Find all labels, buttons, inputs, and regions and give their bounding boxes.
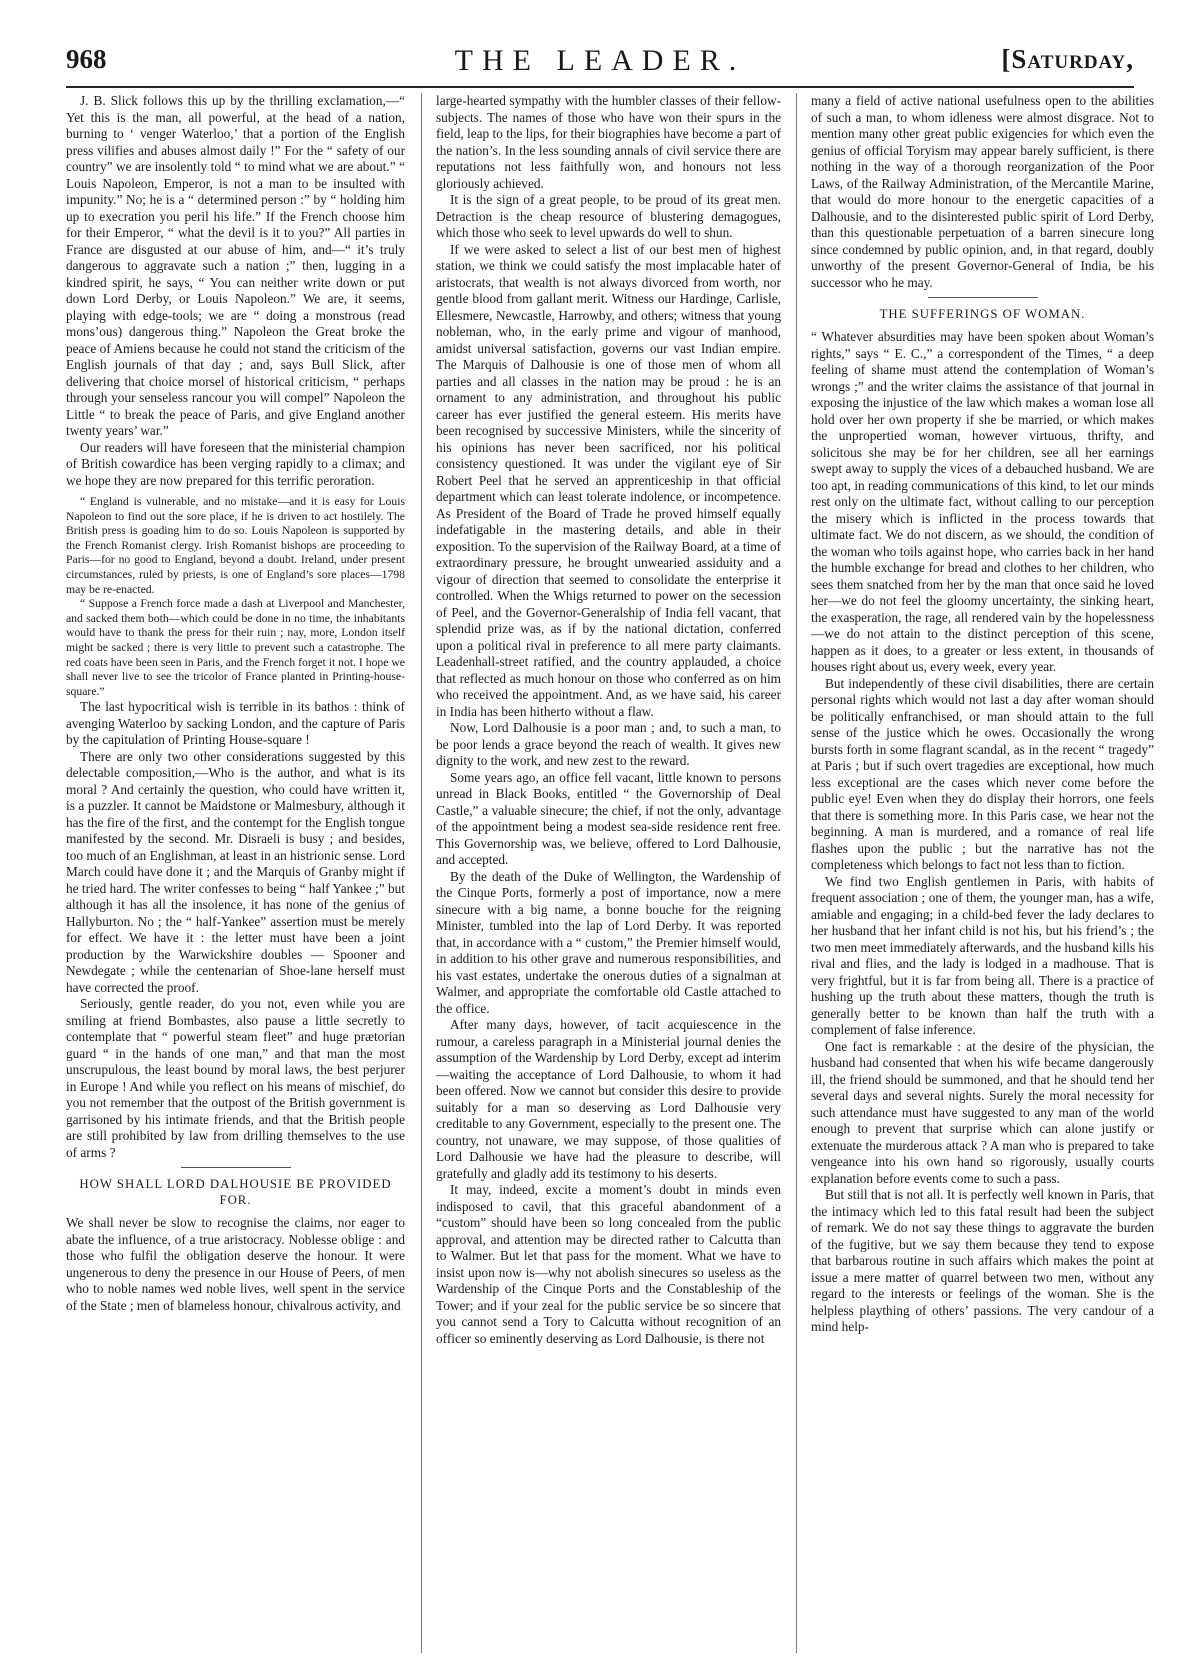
paragraph: Some years ago, an office fell vacant, little known to persons unread in Black Books, entitled “ the Governorship of Deal Castle,” a valuable sinecure; the chief, if not the only, advantage of the appointment being a modest sea-side residence rent free. This Governorship was, we believe, offered to Lord Dalhousie, and accepted. xyxy=(436,769,781,867)
paragraph: It is the sign of a great people, to be proud of its great men. Detraction is the cheap resource of blustering demagogues, which those who seek to level upwards do well to shun. xyxy=(436,192,781,240)
paragraph: But still that is not all. It is perfectly well known in Paris, that the intimacy which led to this fatal result had been the subject of remark. We do not say these things to aggravate the burden of the fugitive, but we say them because they tend to expose that barbarous routine in such affairs which makes the point at issue a mere matter of quarrel between two men, without any regard to the interests or feelings of the woman. She is the helpless plaything of others’ passions. The very candour of a mind help- xyxy=(811,1187,1154,1334)
paragraph: We find two English gentlemen in Paris, with habits of frequent association ; one of them, the younger man, has a wife, amiable and engaging; in a child-bed fever the lady declares to her husband that her infant child is not his, but his friend’s ; the two men meet immediately afterwards, and the husband kills his rival and flies, and the lady is lodged in a madhouse. That is very frightful, but it is far from being all. There is a practice of hushing up the truth about these matters, though the truth is generally better to be known than half the truth with a complement of false inference. xyxy=(811,873,1154,1037)
page-number: 968 xyxy=(66,44,107,74)
paragraph: The last hypocritical wish is terrible in its bathos : think of avenging Waterloo by sacking London, and the capture of Paris by the capitulation of Printing House-square ! xyxy=(66,699,405,748)
paragraph: But independently of these civil disabilities, there are certain personal rights which would not last a day after woman should be politically enfranchised, or man should attain to the full sense of the justice which he owes. Occasionally the wrong bursts forth in some flagrant scandal, as in the recent “ tragedy” at Paris ; but if such overt tragedies are exceptional, how much less exceptional are the cases which never come before the public eye! Even when they do display their horrors, one feels that there is something more. In this Paris case, we hear not the beginning. A man is murdered, and a romance of real life flashes upon the public ; but the narrative has not the completeness which belongs to fact not less than to fiction. xyxy=(811,675,1154,872)
paragraph: If we were asked to select a list of our best men of highest station, we think we could satisfy the most implacable hater of aristocrats, that wealth is not always divorced from worth, nor gentle blood from gallant merit. Witness our Hardinge, Carlisle, Ellesmere, Newcastle, Harrowby, and others; witness that young nobleman, who, in the early prime and vigour of manhood, amidst universal satisfaction, governs our vast Indian empire. The Marquis of Dalhousie is one of those men of whom all parties and all classes in the nation may be proud : he is an ornament to any administration, and throughout his public career has ever justified the general esteem. His merits have been recognised by successive Ministers, while the sincerity of his opinions has never been sacrificed, nor his political consistency questioned. It was under the vigilant eye of Sir Robert Peel that he served an apprenticeship in that official department which can least tolerate indolence, or incompetence. As President of the Board of Trade he proved himself equally indefatigable in the mastering details, and able in their exposition. To the supervision of the Railway Board, at a time of extraordinary pressure, he brought unwearied assiduity and a vigour of direction that seemed to consolidate the enterprise it controlled. When the Whigs returned to power on the secession of Peel, and the Governor-Generalship of India fell vacant, that splendid prize was, as if by the national dictation, conferred upon a political rival in preference to all mere party claimants. Leadenhall-street ratified, and the country applauded, a choice that reflected as much honour on those who conferred as on him who received the appointment. And, as we have said, his career in India has been hitherto without a flaw. xyxy=(436,241,781,719)
column-3 xyxy=(811,93,1154,1655)
paragraph: One fact is remarkable : at the desire of the physician, the husband had consented that when his wife became dangerously ill, the friend should be summoned, and that he should tend her several days and several nights. Surely the moral necessity for such attendance must have suggested to any man of the world enough to prevent that surprise which can alone justify or extenuate the murderous attack ? A man who is prepared to take vengeance into his own hand so rigorously, usually courts explanation before events come to such a pass. xyxy=(811,1038,1154,1186)
newspaper-title: THE LEADER. xyxy=(454,44,746,77)
paragraph: J. B. Slick follows this up by the thrilling exclamation,—“ Yet this is the man, all powerful, at the head of a nation, burning to ‘ venger Waterloo,’ that a portion of the English press vilifies and abuses almost daily !” For the “ safety of our country” we are insolently told “ to mind what we are about.” “ Louis Napoleon, Emperor, is not a man to be insulted with impunity.” No; he is a “ determined person :” by “ holding him up to execration you peril his life.” If the French choose him for their Emperor, “ what the devil is it to you?” All parties in France are disgusted at our abuse of him, and—“ it’s truly dangerous to aggravate such a nation ;” then, lugging in a kindred spirit, he says, “ You can neither write down or put down Lord Derby, or Louis Napoleon.” We are, it seems, playing with edge-tools; we are “ doing a monstrous (read mons’ous) dangerous thing.” Napoleon the Great broke the peace of Amiens because he could not stand the criticism of the English journals of that day ; and, says Bull Slick, after delivering that choice morsel of historical criticism, “ perhaps through your senseless rancour you will compel” Napoleon the Little “ to break the peace of Paris, and give England another twenty years’ war.” xyxy=(66,93,405,438)
paragraph: There are only two other considerations suggested by this delectable composition,—Who is the author, and what is its moral ? And certainly the question, who could have written it, is a puzzler. It cannot be Maidstone or Malmesbury, although it has the fire of the first, and the contempt for the English tongue manifested by the second. Mr. Disraeli is busy ; and besides, too much of an Englishman, at least in an histrionic sense. Lord March could have done it ; and the Marquis of Granby might if he tried hard. The writer confesses to being “ half Yankee ;” but although it has all the insolence, it has none of the genius of Hallyburton. No ; the “ half-Yankee” assertion must be merely for effect. We have it : the letter must have been a joint production by the Warwickshire doubles — Spooner and Newdegate ; while the centenarian of Shoe-lane herself must have corrected the proof. xyxy=(66,748,405,995)
paragraph: We shall never be slow to recognise the claims, nor eager to abate the influence, of a true aristocracy. Noblesse oblige : and those who fulfil the obligation deserve the honour. It were ungenerous to deny the presence in our House of Peers, of men who to noble names wed noble lives, well spent in the service of the State ; men of blameless honour, chivalrous activity, and xyxy=(66,1215,405,1313)
masthead xyxy=(66,44,1134,84)
paragraph: By the death of the Duke of Wellington, the Wardenship of the Cinque Ports, formerly a post of importance, now a mere sinecure with a big name, a bonne bouche for the reigning Minister, tumbled into the lap of Lord Derby. It was reported that, in accordance with a “ custom,” the Premier himself would, in addition to his other grave and numerous responsibilities, and his vast estates, undertake the onerous duties of a signalman at Walmer, and appropriate the comfortable old Castle attached to the office. xyxy=(436,868,781,1016)
paragraph: many a field of active national usefulness open to the abilities of such a man, to whom idleness were almost disgrace. Not to mention many other great public exigencies for which even the genius of official Toryism may appear barely sufficient, is there nothing in the way of a thorough reorganization of the Poor Laws, of the Railway Administration, of the Mercantile Marine, that would do more honour to the energetic capacities of a Dalhousie, and to the disinterested public spirit of Lord Derby, than this questionable perpetuation of a barren sinecure long since condemned by public opinion, and, in that regard, doubly unworthy of the present Governor-General of India, be his successor who he may. xyxy=(811,93,1154,290)
paragraph: “ Whatever absurdities may have been spoken about Woman’s rights,” says “ E. C.,” a correspondent of the Times, “ a deep feeling of shame must attend the contemplation of Woman’s wrongs ;” and the writer claims the assistance of that journal in exposing the injustice of the law which makes a woman lose all hold over her own property if she be married, or which makes the unpropertied woman, however virtuous, thrifty, and solicitous she may be for her children, see all her earnings swept away to supply the vices of a debauched husband. We are too apt, in reading communications of this kind, to let our minds rest only on the ultimate fact, without calling to our perception the misery which is inflicted in the process towards that ultimate fact. We do not discern, as we should, the condition of the woman who toils against hope, who carries back in her hand the humble exchange for bread and clothes to her children, who sees them snatched from her by the man that once said he loved her—we do not feel the gloomy uncertainty, the sinking heart, the exasperation, the rage, all rendered vain by the hopelessness—we do not attain to the distinct perception of this scene, happen as it does, to a greater or less extent, in thousands of houses right about us, every week, every year. xyxy=(811,329,1154,674)
paragraph: It may, indeed, excite a moment’s doubt in minds even indisposed to cavil, that this graceful abandonment of a “custom” should have been so long concealed from the public approval, and attention may be directed rather to Calcutta than to Walmer. But let that pass for the moment. What we have to insist upon now is—why not abolish sinecures so useless as the Wardenship of the Cinque Ports and the Constableship of the Tower; and if your zeal for the public service be so sincere that you cannot send a Tory to Calcutta without recognition of an officer so eminently deserving as Lord Dalhousie, is there not xyxy=(436,1182,781,1346)
column-1 xyxy=(66,93,405,1655)
column-2 xyxy=(436,93,781,1655)
paragraph: Seriously, gentle reader, do you not, even while you are smiling at friend Bombastes, also pause a little secretly to contemplate that “ powerful steam fleet” and huge prætorian guard “ in the hands of one man,” and that man the most unscrupulous, the least bound by moral laws, the best perjurer in Europe ! And while you reflect on his means of mischief, do you not remember that the outpost of the British government is garrisoned by his intimate friends, and that the British people are still prohibited by law from drilling themselves to the use of arms ? xyxy=(66,996,405,1160)
quoted-passage: “ England is vulnerable, and no mistake—and it is easy for Louis Napoleon to find out the sore place, if he is driven to act hostilely. The British press is goading him to do so. Louis Napoleon is supported by the French Romanist clergy. Irish Romanist bishops are proceeding to Paris—for no good to England, beyond a doubt. Ireland, under present circumstances, ruled by priests, is one of England’s sore places—1798 may be re-enacted. xyxy=(66,495,405,596)
paragraph: Our readers will have foreseen that the ministerial champion of British cowardice has been verging rapidly to a climax; and we hope they are now prepared for this terrific peroration. xyxy=(66,439,405,488)
header-rule xyxy=(66,86,1134,88)
paragraph: After many days, however, of tacit acquiescence in the rumour, a careless paragraph in a Ministerial journal denies the assumption of the Wardenship by Lord Derby, except ad interim—waiting the acceptance of Lord Dalhousie, to whom it had been offered. Now we cannot but consider this desire to provide suitably for a man so deserving as Lord Dalhousie very creditable to any Government, especially to the present one. The country, not unaware, we may suppose, of those qualities of Lord Dalhousie we have had the pleasure to describe, will gratefully and gladly add its testimony to his deserts. xyxy=(436,1017,781,1181)
quoted-passage: “ Suppose a French force made a dash at Liverpool and Manchester, and sacked them both—which could be done in no time, the inhabitants would have to thank the press for their ruin ; nay, more, London itself might be sacked ; there is very little to prevent such a catastrophe. The red coats have been seen in Paris, and the French forget it not. I hope we shall never live to see the tricolor of France planted in Printing-house-square.” xyxy=(66,597,405,698)
section-rule xyxy=(928,297,1038,298)
section-rule xyxy=(181,1167,291,1168)
paragraph: Now, Lord Dalhousie is a poor man ; and, to such a man, to be poor lends a grace beyond the reach of wealth. It gives new dignity to the work, and new zest to the reward. xyxy=(436,720,781,768)
issue-day: [Saturday, xyxy=(1001,44,1134,74)
column-divider xyxy=(421,93,422,1653)
article-heading: THE SUFFERINGS OF WOMAN. xyxy=(879,307,1086,321)
paragraph: large-hearted sympathy with the humbler classes of their fellow-subjects. The names of those who have won their spurs in the field, leap to the lips, for their biographies have become a part of the nation’s. In the less sounding annals of civil service there are reputations not less faithfully won, and honours not less gloriously achieved. xyxy=(436,93,781,191)
column-divider xyxy=(796,93,797,1653)
article-heading: HOW SHALL LORD DALHOUSIE BE PROVIDED FOR. xyxy=(79,1177,392,1208)
